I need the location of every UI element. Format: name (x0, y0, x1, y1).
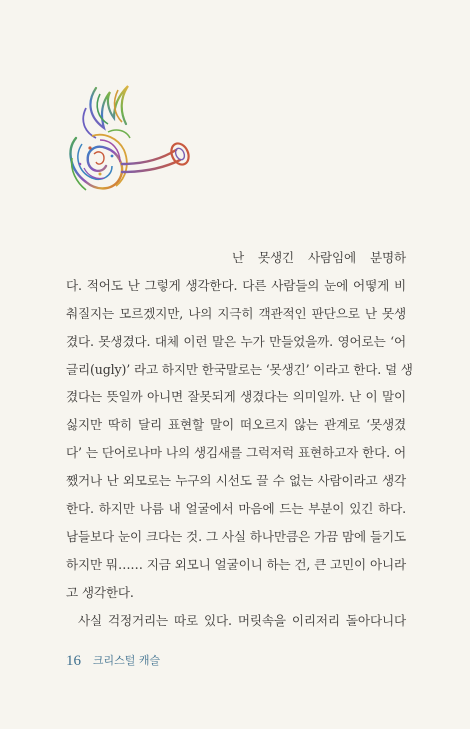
text-line: 글리(ugly)’ 라고 하지만 한국말로는 ‘못생긴’ 이라고 한다. 덜 생 (66, 361, 413, 377)
text-line: 다. 적어도 난 그렇게 생각한다. 다른 사람들의 눈에 어떻게 비 (66, 277, 406, 293)
text-line: 한다. 하지만 나름 내 얼굴에서 마음에 드는 부분이 있긴 하다. (66, 501, 406, 517)
text-line: 겼다는 뜻일까 아니면 잘못되게 생겼다는 의미일까. 난 이 말이 (66, 389, 406, 405)
text-line: 고 생각한다. (66, 584, 134, 600)
text-line: 쨌거나 난 외모로는 누구의 시선도 끌 수 없는 사람이라고 생각 (66, 473, 406, 489)
running-title: 크리스털 캐슬 (92, 654, 161, 667)
text-line: 남들보다 눈이 크다는 것. 그 사실 하나만큼은 가끔 맘에 들기도 (66, 528, 406, 544)
text-line: 싫지만 딱히 달리 표현할 말이 떠오르지 않는 관계로 ‘못생겼 (66, 417, 406, 433)
text-line: 사실 걱정거리는 따로 있다. 머릿속을 이리저리 돌아다니다 (78, 612, 406, 628)
text-line: 겼다. 못생겼다. 대체 이런 말은 누가 만들었을까. 영어로는 ‘어 (66, 333, 406, 349)
text-line: 춰질지는 모르겠지만, 나의 지극히 객관적인 판단으로 난 못생 (66, 305, 406, 321)
page-number: 16 (66, 653, 81, 669)
text-line: 난 못생긴 사람임에 분명하 (232, 250, 406, 265)
page-footer (66, 652, 160, 670)
text-line: 다’ 는 단어로나마 나의 생김새를 그럭저럭 표현하고자 한다. 어 (66, 445, 406, 461)
decorative-creature-illustration (56, 78, 206, 208)
body-text (66, 244, 413, 634)
text-line: 하지만 뭐…… 지금 외모니 얼굴이니 하는 건, 큰 고민이 아니라 (66, 556, 406, 572)
